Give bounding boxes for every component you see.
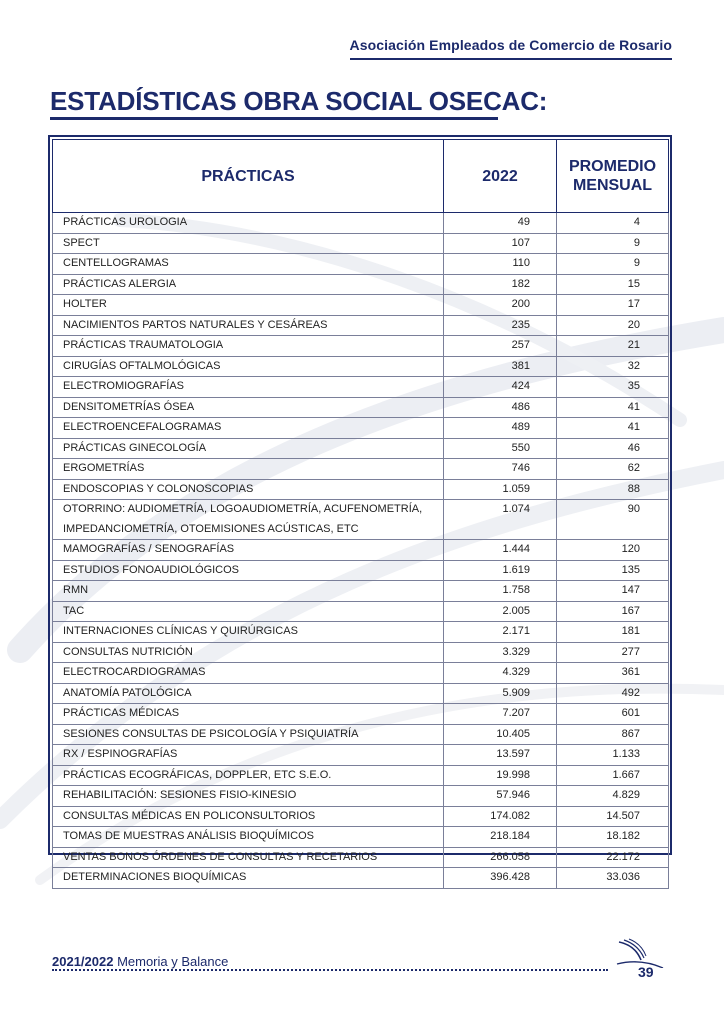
- practica-total-2022: 424: [444, 377, 557, 398]
- table-row: [53, 315, 669, 336]
- practica-total-2022: 19.998: [444, 765, 557, 786]
- practica-total-2022: 110: [444, 254, 557, 275]
- practica-total-2022: 174.082: [444, 806, 557, 827]
- page-number: 39: [638, 964, 654, 980]
- practica-total-2022: 13.597: [444, 745, 557, 766]
- practica-promedio-mensual: 867: [557, 724, 669, 745]
- practica-total-2022: 396.428: [444, 868, 557, 889]
- practica-name: PRÁCTICAS ECOGRÁFICAS, DOPPLER, ETC S.E.O.: [53, 765, 444, 786]
- practica-total-2022: 489: [444, 418, 557, 439]
- header-rule: [350, 58, 672, 60]
- table-row: [53, 336, 669, 357]
- practica-total-2022: 486: [444, 397, 557, 418]
- table-row: [53, 765, 669, 786]
- table-row: [53, 622, 669, 643]
- practica-total-2022: 182: [444, 274, 557, 295]
- practica-name: VENTAS BONOS ÓRDENES DE CONSULTAS Y RECETARIOS: [53, 847, 444, 868]
- practica-name: ELECTROCARDIOGRAMAS: [53, 663, 444, 684]
- header-organization: Asociación Empleados de Comercio de Rosario: [349, 37, 672, 53]
- practica-total-2022: 4.329: [444, 663, 557, 684]
- practica-name: CONSULTAS MÉDICAS EN POLICONSULTORIOS: [53, 806, 444, 827]
- table-row: [53, 377, 669, 398]
- table-row: [53, 397, 669, 418]
- practica-promedio-mensual: 601: [557, 704, 669, 725]
- practica-promedio-mensual: 361: [557, 663, 669, 684]
- practica-name: SPECT: [53, 233, 444, 254]
- table-row: [53, 704, 669, 725]
- practica-name: ELECTROMIOGRAFÍAS: [53, 377, 444, 398]
- practica-name: RMN: [53, 581, 444, 602]
- statistics-table: [52, 139, 669, 889]
- practica-total-2022: 2.171: [444, 622, 557, 643]
- practica-total-2022: 1.444: [444, 540, 557, 561]
- footer-dotted-rule: [52, 969, 608, 971]
- practica-total-2022: 3.329: [444, 642, 557, 663]
- table-row: [53, 642, 669, 663]
- practica-name: TAC: [53, 601, 444, 622]
- table-row: [53, 500, 669, 540]
- practica-promedio-mensual: 9: [557, 254, 669, 275]
- practica-name: OTORRINO: AUDIOMETRÍA, LOGOAUDIOMETRÍA, ACUFENOMETRÍA, IMPEDANCIOMETRÍA, OTOEMISIONES ACÚSTICAS, ETC: [53, 500, 444, 540]
- page-title: ESTADÍSTICAS OBRA SOCIAL OSECAC:: [50, 86, 548, 116]
- practica-promedio-mensual: 277: [557, 642, 669, 663]
- table-row: [53, 459, 669, 480]
- practica-total-2022: 550: [444, 438, 557, 459]
- practica-promedio-mensual: 41: [557, 397, 669, 418]
- practica-total-2022: 7.207: [444, 704, 557, 725]
- table-row: [53, 254, 669, 275]
- header-promedio-line2: MENSUAL: [572, 177, 653, 194]
- table-row: [53, 213, 669, 234]
- practica-name: ANATOMÍA PATOLÓGICA: [53, 683, 444, 704]
- table-row: [53, 663, 669, 684]
- practica-total-2022: 266.058: [444, 847, 557, 868]
- table-row: [53, 827, 669, 848]
- practica-total-2022: 2.005: [444, 601, 557, 622]
- practica-promedio-mensual: 21: [557, 336, 669, 357]
- practica-promedio-mensual: 4: [557, 213, 669, 234]
- practica-promedio-mensual: 181: [557, 622, 669, 643]
- practica-total-2022: 49: [444, 213, 557, 234]
- practica-promedio-mensual: 35: [557, 377, 669, 398]
- table-row: [53, 356, 669, 377]
- practica-promedio-mensual: 14.507: [557, 806, 669, 827]
- table-row: [53, 724, 669, 745]
- table-row: [53, 233, 669, 254]
- practica-name: CONSULTAS NUTRICIÓN: [53, 642, 444, 663]
- table-row: [53, 847, 669, 868]
- header-year: 2022: [444, 140, 557, 213]
- practica-promedio-mensual: 1.667: [557, 765, 669, 786]
- practica-promedio-mensual: 88: [557, 479, 669, 500]
- practica-name: RX / ESPINOGRAFÍAS: [53, 745, 444, 766]
- practica-promedio-mensual: 18.182: [557, 827, 669, 848]
- table-row: [53, 745, 669, 766]
- practica-name: MAMOGRAFÍAS / SENOGRAFÍAS: [53, 540, 444, 561]
- practica-name: PRÁCTICAS GINECOLOGÍA: [53, 438, 444, 459]
- practica-promedio-mensual: 4.829: [557, 786, 669, 807]
- practica-promedio-mensual: 17: [557, 295, 669, 316]
- practica-promedio-mensual: 147: [557, 581, 669, 602]
- practica-name: PRÁCTICAS ALERGIA: [53, 274, 444, 295]
- practica-name: PRÁCTICAS TRAUMATOLOGIA: [53, 336, 444, 357]
- practica-name: DENSITOMETRÍAS ÓSEA: [53, 397, 444, 418]
- practica-name: HOLTER: [53, 295, 444, 316]
- practica-name: SESIONES CONSULTAS DE PSICOLOGÍA Y PSIQUIATRÍA: [53, 724, 444, 745]
- practica-promedio-mensual: 492: [557, 683, 669, 704]
- table-row: [53, 581, 669, 602]
- table-row: [53, 601, 669, 622]
- practica-name: TOMAS DE MUESTRAS ANÁLISIS BIOQUÍMICOS: [53, 827, 444, 848]
- practica-promedio-mensual: 20: [557, 315, 669, 336]
- practica-name: INTERNACIONES CLÍNICAS Y QUIRÚRGICAS: [53, 622, 444, 643]
- table-body: [53, 213, 669, 889]
- practica-promedio-mensual: 46: [557, 438, 669, 459]
- table-row: [53, 274, 669, 295]
- practica-name: ESTUDIOS FONOAUDIOLÓGICOS: [53, 560, 444, 581]
- practica-promedio-mensual: 120: [557, 540, 669, 561]
- title-underline: [50, 117, 498, 120]
- practica-name: CENTELLOGRAMAS: [53, 254, 444, 275]
- practica-total-2022: 746: [444, 459, 557, 480]
- practica-total-2022: 218.184: [444, 827, 557, 848]
- header-practicas: PRÁCTICAS: [53, 140, 444, 213]
- practica-total-2022: 235: [444, 315, 557, 336]
- practica-promedio-mensual: 1.133: [557, 745, 669, 766]
- practica-promedio-mensual: 9: [557, 233, 669, 254]
- practica-total-2022: 10.405: [444, 724, 557, 745]
- practica-name: ELECTROENCEFALOGRAMAS: [53, 418, 444, 439]
- practica-name: DETERMINACIONES BIOQUÍMICAS: [53, 868, 444, 889]
- table-row: [53, 806, 669, 827]
- header-promedio-line1: PROMEDIO: [568, 158, 657, 175]
- practica-total-2022: 200: [444, 295, 557, 316]
- practica-promedio-mensual: 135: [557, 560, 669, 581]
- table-header-row: [53, 140, 669, 213]
- practica-total-2022: 1.758: [444, 581, 557, 602]
- table-row: [53, 295, 669, 316]
- practica-promedio-mensual: 22.172: [557, 847, 669, 868]
- practica-total-2022: 381: [444, 356, 557, 377]
- practica-total-2022: 257: [444, 336, 557, 357]
- practica-total-2022: 107: [444, 233, 557, 254]
- practica-promedio-mensual: 90: [557, 500, 669, 540]
- practica-name: ERGOMETRÍAS: [53, 459, 444, 480]
- footer-years: 2021/2022: [52, 954, 114, 969]
- table-row: [53, 418, 669, 439]
- table-row: [53, 479, 669, 500]
- practica-promedio-mensual: 15: [557, 274, 669, 295]
- practica-promedio-mensual: 32: [557, 356, 669, 377]
- practica-promedio-mensual: 41: [557, 418, 669, 439]
- practica-name: CIRUGÍAS OFTALMOLÓGICAS: [53, 356, 444, 377]
- practica-name: PRÁCTICAS UROLOGIA: [53, 213, 444, 234]
- table-row: [53, 868, 669, 889]
- practica-total-2022: 1.059: [444, 479, 557, 500]
- practica-name: REHABILITACIÓN: SESIONES FISIO-KINESIO: [53, 786, 444, 807]
- practica-total-2022: 1.619: [444, 560, 557, 581]
- practica-total-2022: 1.074: [444, 500, 557, 540]
- table-row: [53, 438, 669, 459]
- practica-name: ENDOSCOPIAS Y COLONOSCOPIAS: [53, 479, 444, 500]
- footer-label: Memoria y Balance: [113, 954, 229, 969]
- practica-name: PRÁCTICAS MÉDICAS: [53, 704, 444, 725]
- footer-title: [52, 954, 228, 969]
- practica-total-2022: 5.909: [444, 683, 557, 704]
- table-row: [53, 683, 669, 704]
- table-row: [53, 560, 669, 581]
- header-promedio-mensual: [557, 140, 669, 213]
- table-row: [53, 540, 669, 561]
- practica-name: NACIMIENTOS PARTOS NATURALES Y CESÁREAS: [53, 315, 444, 336]
- practica-promedio-mensual: 167: [557, 601, 669, 622]
- practica-promedio-mensual: 62: [557, 459, 669, 480]
- practica-promedio-mensual: 33.036: [557, 868, 669, 889]
- practica-total-2022: 57.946: [444, 786, 557, 807]
- table-row: [53, 786, 669, 807]
